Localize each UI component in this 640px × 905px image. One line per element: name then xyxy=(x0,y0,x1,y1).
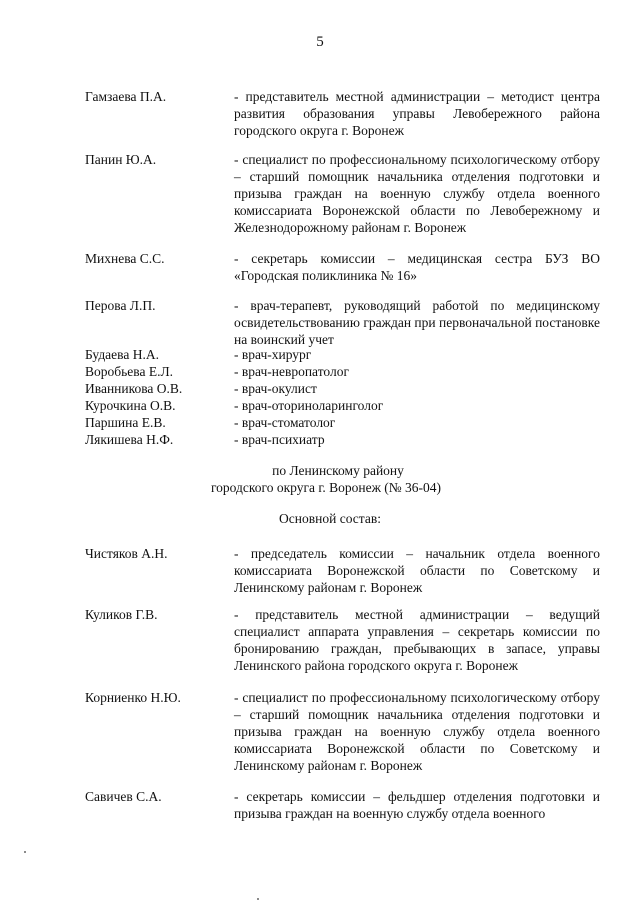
member-name: Паршина Е.В. xyxy=(85,415,166,430)
member-name: Куликов Г.В. xyxy=(85,607,158,622)
page-number: 5 xyxy=(316,34,324,50)
member-name: Воробьева Е.Л. xyxy=(85,364,173,379)
member-name: Савичев С.А. xyxy=(85,789,162,804)
member-role: - врач-терапевт, руководящий работой по медицинскому освидетельствованию граждан при первоначальной постановке на воинский учет xyxy=(234,298,600,347)
member-role: - специалист по профессиональному психологическому отбору – старший помощник начальника отделения подготовки и призыва граждан на военную службу отдела военного комиссариата Воронежской области по Левобережному и Железнодорожному районам г. Воронеж xyxy=(234,152,600,235)
member-name: Гамзаева П.А. xyxy=(85,89,167,104)
scan-speck xyxy=(257,898,259,900)
member-role: - секретарь комиссии – медицинская сестра БУЗ ВО «Городская поликлиника № 16» xyxy=(234,251,600,283)
member-role: - врач-невропатолог xyxy=(234,364,350,379)
section-heading: по Ленинскому району xyxy=(272,463,404,478)
member-name: Перова Л.П. xyxy=(85,298,156,313)
member-name: Чистяков А.Н. xyxy=(85,546,168,561)
member-role: - представитель местной администрации – ведущий специалист аппарата управления – секретарь комиссии по бронированию граждан, пребывающих в запасе, управы Ленинского района городского округа г. Воронеж xyxy=(234,607,600,673)
member-role: - представитель местной администрации – методист центра развития образования управы Левобережного района городского округа г. Воронеж xyxy=(234,89,600,138)
member-role: - врач-хирург xyxy=(234,347,312,362)
member-name: Панин Ю.А. xyxy=(85,152,157,167)
member-name: Курочкина О.В. xyxy=(85,398,176,413)
member-role: - секретарь комиссии – фельдшер отделения подготовки и призыва граждан на военную службу отдела военного xyxy=(234,789,600,821)
member-role: - врач-окулист xyxy=(234,381,317,396)
scan-speck xyxy=(24,851,26,853)
composition-label: Основной состав: xyxy=(279,511,381,526)
member-role: - врач-психиатр xyxy=(234,432,325,447)
member-role: - врач-стоматолог xyxy=(234,415,336,430)
member-name: Иванникова О.В. xyxy=(85,381,183,396)
section-subheading: городского округа г. Воронеж (№ 36-04) xyxy=(210,480,442,495)
member-role: - специалист по профессиональному психологическому отбору – старший помощник начальника отделения подготовки и призыва граждан на военную службу отдела военного комиссариата Воронежской области по Советскому и Ленинскому районам г. Воронеж xyxy=(234,690,600,773)
member-name: Михнева С.С. xyxy=(85,251,165,266)
member-name: Будаева Н.А. xyxy=(85,347,159,362)
member-role: - председатель комиссии – начальник отдела военного комиссариата Воронежской области по Советскому и Ленинскому районам г. Воронеж xyxy=(234,546,600,595)
member-name: Лякишева Н.Ф. xyxy=(85,432,174,447)
member-name: Корниенко Н.Ю. xyxy=(85,690,181,705)
member-role: - врач-оториноларинголог xyxy=(234,398,384,413)
